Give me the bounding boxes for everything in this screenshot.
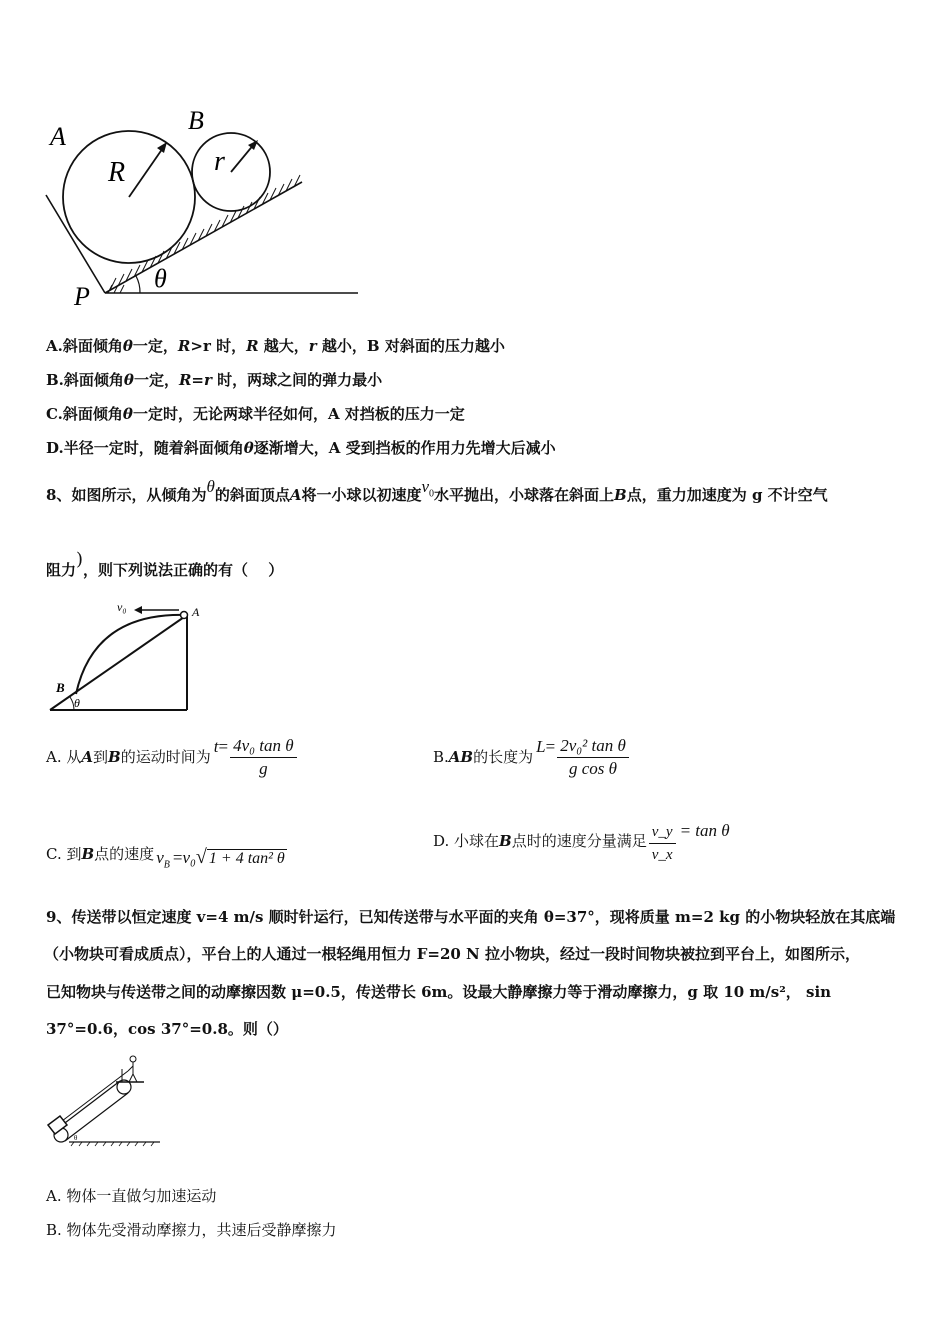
q7-option-c: C.斜面倾角θ一定时，无论两球半径如何，A 对挡板的压力一定 [46,405,465,423]
svg-text:θ: θ [74,1134,78,1142]
figure-spheres-on-incline [40,105,370,310]
conveyor-diagram [44,1047,164,1147]
label-A: A [50,122,66,151]
q9-option-a: A. 物体一直做匀加速运动 [46,1187,217,1205]
q8-stem-line1: 8、如图所示，从倾角为θ的斜面顶点A将一小球以初速度$v_0$水平抛出，小球落在斜面上B点，重力加速度为 g 不计空气 [46,477,828,504]
label-v0: v₀ [117,600,127,614]
label-A: A [192,605,200,619]
figure-conveyor-belt [44,1047,164,1147]
projectile-diagram [44,598,204,716]
label-P: P [74,282,90,310]
q8-stem-line2: 阻力)，则下列说法正确的有（ ） [46,549,284,579]
label-R: R [108,157,126,188]
figure-projectile [44,598,204,716]
label-r: r [214,146,225,177]
label-B: B [56,680,65,695]
q7-option-d: D.半径一定时，随着斜面倾角θ逐渐增大，A 受到挡板的作用力先增大后减小 [46,439,556,457]
q9-option-b: B. 物体先受滑动摩擦力，共速后受静摩擦力 [46,1221,337,1239]
q7-option-b: B.斜面倾角θ一定，R=r 时，两球之间的弹力最小 [46,371,383,389]
q9-stem-line4: 37°=0.6，cos 37°=0.8。则（） [46,1020,288,1038]
label-theta: θ [74,696,80,710]
q9-stem-line3: 已知物块与传送带之间的动摩擦因数 μ=0.5，传送带长 6m。设最大静摩擦力等于滑动摩擦力，g 取 10 m/s²， sin [46,983,832,1001]
q8-option-d: D. 小球在B点时的速度分量满足 $\frac{v\_y}{v\_x}$ = tan θ [433,820,730,863]
q8-option-b: B.AB的长度为L= $\frac{\text{2v₀² tan θ}}{\text{g cos θ}}$ [433,738,631,798]
label-theta: θ [154,264,167,293]
q8-option-c: C. 到B点的速度 $v_B =v_0√$ 1 + 4 tan² θ [46,845,285,871]
q9-stem-line1: 9、传送带以恒定速度 v=4 m/s 顺时针运行，已知传送带与水平面的夹角 θ=37°，现将质量 m=2 kg 的小物块轻放在其底端 [46,908,896,926]
q9-stem-line2: （小物块可看成质点），平台上的人通过一根轻绳用恒力 F=20 N 拉小物块，经过一段时间物块被拉到平台上，如图所示， [44,945,860,963]
label-B: B [188,106,204,135]
q8-option-a: A. 从A到B的运动时间为t= $\frac{\text{4v₀ tan θ}}{g}$ [46,738,299,798]
q7-option-a: A.斜面倾角θ一定，R>r 时，R 越大，r 越小，B 对斜面的压力越小 [46,337,505,355]
spheres-diagram [40,105,370,310]
